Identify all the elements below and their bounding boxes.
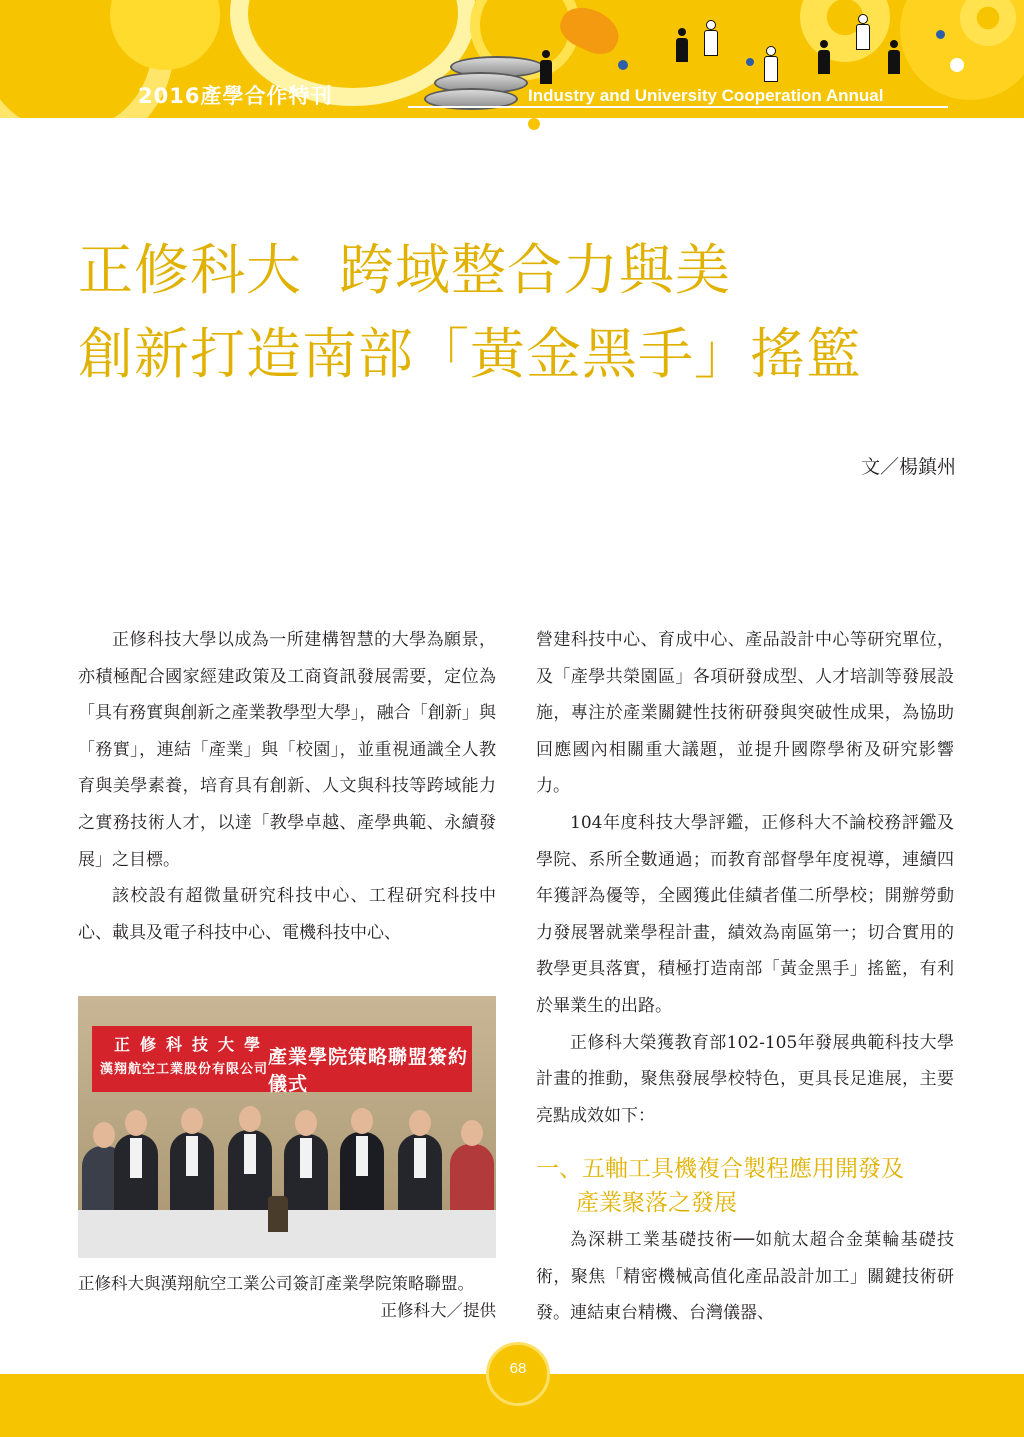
decor-dot bbox=[936, 30, 945, 39]
decor-dot bbox=[746, 58, 754, 66]
article-title bbox=[78, 228, 978, 396]
paragraph: 該校設有超微量研究科技中心、工程研究科技中心、載具及電子科技中心、電機科技中心、 bbox=[78, 886, 496, 943]
article-title-line2: 創新打造南部「黃金黑手」搖籃 bbox=[78, 322, 863, 386]
publication-title-en: Industry and University Cooperation Annual bbox=[528, 86, 884, 105]
author-byline: 文／楊鎮州 bbox=[860, 456, 956, 478]
paragraph: 104年度科技大學評鑑，正修科大不論校務評鑑及學院、系所全數通過；而教育部督學年度視導，連續四年獲評為優等，全國獲此佳績者僅二所學校；開辦勞動力發展署就業學程計畫，績效為南區第一；切合實用的教學更具落實，積極打造南部「黃金黑手」搖籃，有利於畢業生的出路。 bbox=[536, 812, 954, 1016]
person-icon bbox=[888, 40, 900, 74]
person-icon bbox=[818, 40, 830, 74]
gear-icon bbox=[800, 0, 890, 62]
photo-credit: 正修科大／提供 bbox=[380, 1301, 496, 1320]
photo-banner bbox=[92, 1026, 472, 1095]
paragraph: 為深耕工業基礎技術──如航太超合金葉輪基礎技術，聚焦「精密機械高值化產品設計加工」關鍵技術研發。連結東台精機、台灣儀器、 bbox=[536, 1230, 954, 1324]
banner-text: 正修科技大學 bbox=[114, 1035, 271, 1054]
banner-text: 漢翔航空工業股份有限公司 bbox=[100, 1062, 269, 1077]
publication-title: 2016產學合作特刊 bbox=[138, 84, 333, 108]
header-band bbox=[0, 0, 1024, 118]
right-column bbox=[536, 622, 954, 1134]
coins-icon bbox=[420, 52, 540, 118]
section-heading-line1: 一、五軸工具機複合製程應用開發及 bbox=[536, 1156, 904, 1182]
right-column-section bbox=[536, 1222, 954, 1332]
page-number: 68 bbox=[509, 1360, 527, 1377]
paragraph: 正修科技大學以成為一所建構智慧的大學為願景，亦積極配合國家經建政策及工商資訊發展需要，定位為「具有務實與創新之產業教學型大學」，融合「創新」與「務實」，連結「產業」與「校園」，並重視通識全人教育與美學素養，培育具有創新、人文與科技等跨域能力之實務技術人才，以達「教學卓越、產學典範、永續發展」之目標。 bbox=[78, 630, 496, 870]
decor-dot bbox=[618, 60, 628, 70]
caption-text: 正修科大與漢翔航空工業公司簽訂產業學院策略聯盟。 bbox=[78, 1274, 474, 1293]
paragraph: 正修科大榮獲教育部102-105年發展典範科技大學計畫的推動，聚焦發展學校特色，更具長足進展，主要亮點成效如下： bbox=[536, 1032, 954, 1126]
decor-dot bbox=[950, 58, 964, 72]
person-icon bbox=[540, 50, 552, 84]
photo-caption bbox=[78, 1270, 496, 1320]
paragraph: 營建科技中心、育成中心、產品設計中心等研究單位，及「產學共榮園區」各項研發成型、人才培訓等發展設施，專注於產業關鍵性技術研發與突破性成果，為協助回應國內相關重大議題，並提升國際學術及研究影響力。 bbox=[536, 630, 954, 797]
trophy-icon bbox=[268, 1196, 288, 1232]
article-title-line1: 正修科大 跨域整合力與美 bbox=[78, 238, 731, 302]
signing-ceremony-photo bbox=[78, 996, 496, 1258]
person-icon bbox=[764, 46, 776, 80]
person-icon bbox=[856, 14, 868, 48]
banner-text: 產業學院策略聯盟簽約儀式 bbox=[268, 1046, 469, 1095]
person-icon bbox=[676, 28, 688, 62]
decor-dot bbox=[528, 118, 540, 130]
section-heading-line2: 產業聚落之發展 bbox=[576, 1190, 737, 1216]
header-rule bbox=[408, 106, 948, 108]
person-icon bbox=[704, 20, 716, 54]
left-column bbox=[78, 622, 496, 951]
section-heading bbox=[536, 1152, 966, 1220]
